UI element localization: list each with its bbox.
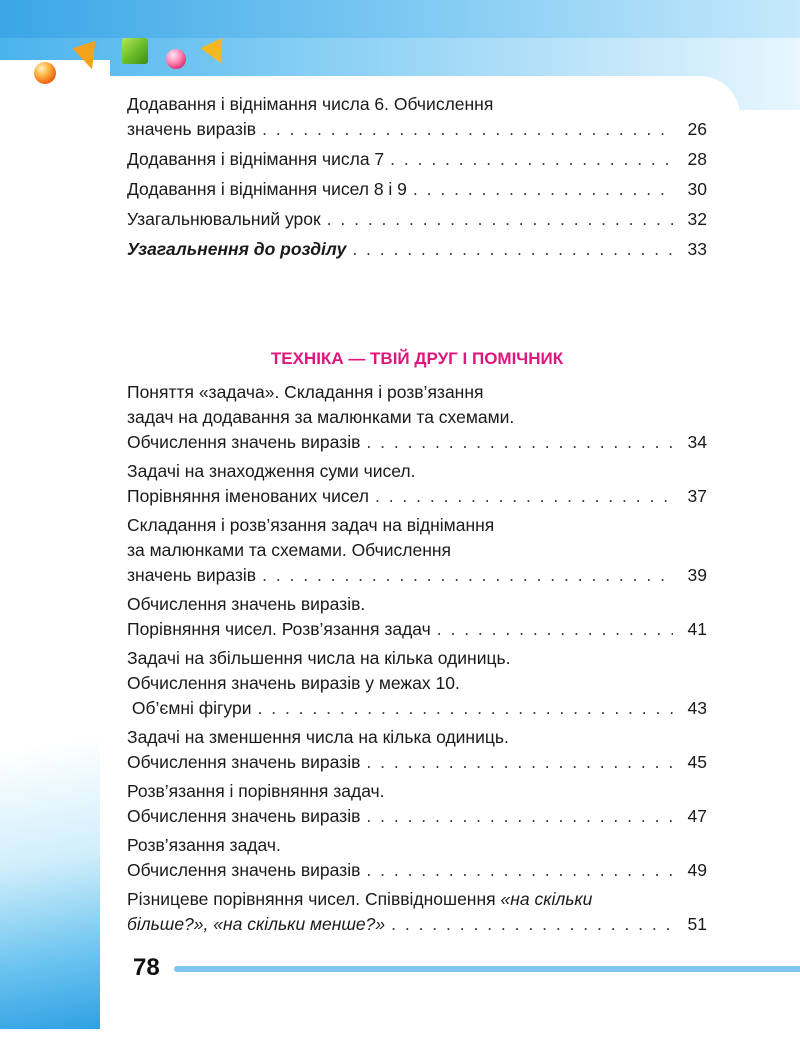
toc-title: Обчислення значень виразів: [127, 860, 361, 880]
toc-line: Задачі на зменшення числа на кілька одиниць.: [127, 727, 509, 747]
pink-ball-icon: [166, 49, 186, 69]
section-title: ТЕХНІКА — ТВІЙ ДРУГ І ПОМІЧНИК: [270, 349, 564, 368]
toc-page: 43: [687, 698, 707, 718]
toc-title: Додавання і віднімання чисел 8 і 9: [127, 179, 407, 199]
toc-page: 51: [687, 914, 707, 934]
toc-page: 45: [687, 752, 707, 772]
page-number: 78: [133, 954, 160, 981]
toc-line: за малюнками та схемами. Обчислення: [127, 540, 452, 560]
leader-dots: [366, 804, 673, 829]
toc-title: Обчислення значень виразів: [127, 432, 361, 452]
leader-dots: [413, 177, 673, 202]
toc-page: 34: [687, 432, 707, 452]
leader-dots: [391, 912, 673, 937]
leader-dots: [327, 207, 673, 232]
left-gradient: [0, 60, 110, 1029]
green-cube-icon: [122, 38, 148, 64]
toc-entry: [127, 513, 707, 588]
toc-entry: [127, 92, 707, 142]
leader-dots: [258, 696, 674, 721]
toc-entry: [127, 237, 707, 262]
leader-dots: [366, 750, 673, 775]
toc-part-2: [127, 380, 707, 941]
toc-title: Узагальнення до розділу: [127, 239, 347, 259]
toc-title: значень виразів: [127, 565, 257, 585]
toc-entry: [127, 177, 707, 202]
toc-page: 41: [687, 619, 707, 639]
toc-title: значень виразів: [127, 119, 257, 139]
toc-line-italic: «на скільки: [500, 889, 593, 909]
toc-page: 39: [687, 565, 707, 585]
toc-title: Порівняння іменованих чисел: [127, 486, 369, 506]
toc-line: Розв’язання і порівняння задач.: [127, 781, 385, 801]
toc-title: Порівняння чисел. Розв’язання задач: [127, 619, 431, 639]
toc-title: Об’ємні фігури: [127, 698, 252, 718]
toc-entry: [127, 646, 707, 721]
toc-page: 32: [687, 209, 707, 229]
toc-title: Обчислення значень виразів: [127, 752, 361, 772]
toc-page: 37: [687, 486, 707, 506]
leader-dots: [437, 617, 673, 642]
leader-dots: [390, 147, 673, 172]
toc-title: Обчислення значень виразів: [127, 806, 361, 826]
toc-line: Обчислення значень виразів у межах 10.: [127, 673, 460, 693]
toc-page: 47: [687, 806, 707, 826]
toc-line: Задачі на знаходження суми чисел.: [127, 461, 416, 481]
toc-title: Додавання і віднімання числа 7: [127, 149, 385, 169]
leader-dots: [375, 484, 673, 509]
toc-entry: [127, 592, 707, 642]
toc-entry: [127, 887, 707, 937]
leader-dots: [262, 117, 673, 142]
toc-entry: [127, 207, 707, 232]
toc-entry: [127, 833, 707, 883]
toc-entry: [127, 147, 707, 172]
toc-page: 26: [687, 119, 707, 139]
toc-line: задач на додавання за малюнками та схемами.: [127, 407, 515, 427]
toc-page: 49: [687, 860, 707, 880]
toc-part-1: [127, 92, 707, 267]
leader-dots: [366, 430, 673, 455]
toc-line: Різницеве порівняння чисел. Співвідношення: [127, 889, 501, 909]
toc-entry: [127, 725, 707, 775]
leader-dots: [262, 563, 673, 588]
toc-entry: [127, 380, 707, 455]
footer-bar: [174, 966, 800, 972]
toc-entry: [127, 779, 707, 829]
leader-dots: [366, 858, 673, 883]
toc-line: Додавання і віднімання числа 6. Обчислення: [127, 94, 494, 114]
toc-title: Узагальнювальний урок: [127, 209, 321, 229]
toc-line: Розв’язання задач.: [127, 835, 281, 855]
toc-entry: [127, 459, 707, 509]
orange-ball-icon: [34, 62, 56, 84]
toc-title: більше?», «на скільки менше?»: [127, 914, 386, 934]
toc-page: 30: [687, 179, 707, 199]
toc-page: 28: [687, 149, 707, 169]
leader-dots: [352, 237, 673, 262]
toc-line: Поняття «задача». Складання і розв’язання: [127, 382, 484, 402]
toc-page: 33: [687, 239, 707, 259]
toc-line: Задачі на збільшення числа на кілька одиниць.: [127, 648, 511, 668]
toc-line: Обчислення значень виразів.: [127, 594, 366, 614]
toc-line: Складання і розв’язання задач на віднімання: [127, 515, 495, 535]
